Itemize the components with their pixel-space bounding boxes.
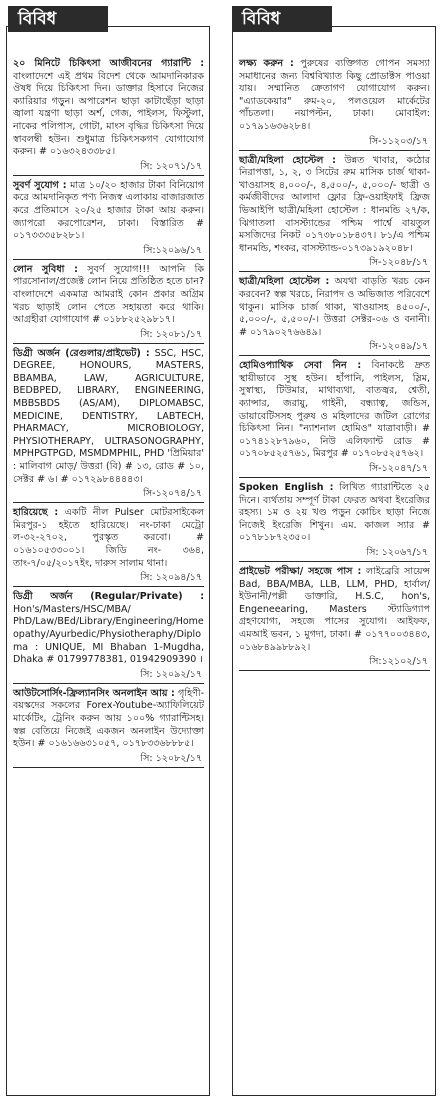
ad-code: সি: ১২০৮১/১৭ <box>140 328 202 340</box>
classified-ad <box>7 55 209 177</box>
ad-text <box>13 264 204 327</box>
ad-heading: সুবর্ণ সুযোগ : <box>13 179 67 191</box>
ad-text <box>13 591 204 667</box>
ad-text <box>13 58 204 159</box>
ad-text <box>239 155 430 256</box>
ad-divider <box>13 259 204 260</box>
ad-code: সি: ১২০৬৭/১৭ <box>366 547 428 558</box>
ad-text <box>239 482 430 545</box>
ad-divider <box>13 586 204 587</box>
ad-divider <box>239 355 430 356</box>
classified-ad <box>233 55 435 152</box>
classified-ad <box>7 685 209 769</box>
right-ads-list <box>233 55 435 672</box>
ad-code: সি: ১২০৯৪/১৭ <box>140 572 202 584</box>
ad-divider <box>239 477 430 478</box>
ad-body: বাংলাদেশে এই প্রথম বিদেশ থেকে আমদানিকারক ঔষধ দিয়ে চিকিৎসা দিন। ডাক্তার হিসাবে নিজের ক্যারিয়ার গড়ুন। অপারেশন ছাড়া কাটাছেঁড়া ছাড়া জ্বালা যন্ত্রণা ছাড়া অর্শ, গেজ, পাইলস, ফিস্টুলা, নাকের পলিপাস, গোটা, মাংস বৃদ্ধির চিকিৎসা দিয়ে স্বাবলম্বী হউন। শুধুমাত্র চিকিৎসকগণ যোগাযোগ করুন। # ০১৬৩২৪৩৩৮৫। <box>13 70 204 158</box>
classified-ad <box>7 588 209 685</box>
ad-heading: হারিয়েছে : <box>13 507 59 519</box>
ad-heading: ২০ মিনিটে চিকিৎসা আজীবনের গ্যারান্টি : <box>13 58 204 69</box>
ad-text <box>239 566 430 654</box>
classified-ad <box>7 345 209 505</box>
ad-heading: হোমিওপ্যাথিক সেবা নিন : <box>239 360 362 372</box>
ad-divider <box>239 150 430 151</box>
classified-ad <box>233 273 435 357</box>
ad-text <box>13 348 204 487</box>
ad-code: সি-১২০৪৯/১৭ <box>369 341 428 353</box>
ad-divider <box>13 175 204 176</box>
ad-body: অযথা বাড়তি খরচ কেন করবেন? স্বল্প খরচে, নিরাপদ ও অভিজাত পরিবেশে থাকুন। মাসিক চার্জ থাকা, খাওয়াসহ ৪৫০০/-, ৫,০০০/-, ৫,৫০০/-। উত্তরা সেক্টর-০৬ ও বনানী। # ০১৭৯০২৭৬৬৪৯। <box>239 276 430 338</box>
ad-code: সি-১১২০৩/১৭ <box>369 135 428 147</box>
ad-body: সুবর্ণ সুযোগ!!! আপনি কি পারসোনাল/প্রজেক্ট লোন নিয়ে প্রতিষ্ঠিত হতে চান? বাংলাদেশে একমাত্র আমরাই কোন প্রকার অগ্রিম খরচ ছাড়াই লোন পেতে সহায়তা করে থাকি। আগ্রহীরা যোগাযোগ # ০১৮৮২৫২৯৮১৭। <box>13 263 204 326</box>
ad-body: লাইব্রেরি সায়েন্স Bad, BBA/MBA, LLB, LLM, PHD, হার্বাল/ইউনানী/পল্লী ডাক্তারি, H.S.C, hon's, Engeneearing, Masters স্ট্যাডিগ্যাপ গ্রহণযোগ্য, সহজে পাসের সুযোগ। আইফফ, এমআই ভবন, ১ মুগদা, ঢাকা। # ০১৭৭০০৩৪৪৩, ০১৬৮৪৯৯৮৮৯২। <box>239 566 430 653</box>
ad-body: উন্নত খাবার, কঠোর নিরাপত্তা, ১, ২, ৩ সিটের রুম মাসিক চার্জ থাকা-খাওয়াসহ ৪,০০০/-, ৪,৫০০/-, ৫,০০০/- ছাত্রী ও কর্মজীবীদের আলাদা ফ্লোর ফ্রি-ওয়াইফাই ফ্রিজ ভিআইপি ছাত্রী/মহিলা হোস্টেল : ধানমন্ডি ২৭/ক, ঝিগাতলা বাসস্ট্যান্ডের পশ্চিম পার্শ্বে বায়তুল মসজিদের নিকট ০১৭৩৮০১৮৪৩৭। ৮১/এ পশ্চিম ধানমন্ডি, শংকর, বাসস্ট্যান্ড-০১৭৩৯১৯২০৪৮। <box>239 154 430 254</box>
ad-heading: ছাত্রী/মহিলা হোস্টেল : <box>239 154 336 166</box>
ad-text <box>239 276 430 339</box>
ad-heading: ডিগ্রী অর্জন (Regular/Private) : <box>13 591 204 603</box>
ad-divider <box>13 343 204 344</box>
ad-body: মাত্র ১০/২০ হাজার টাকা বিনিয়োগ করে আমদানিকৃত পণ্য নিজস্ব এলাকায় বাজারজাত করে প্রতিমাসে ২০/২৫ হাজার টাকা আয় করুন। জ্যাপরো করপোরেশন, ঢাকা। বিস্তারিত # ০১৭৩৩৩৫৮২৮১। <box>13 179 204 242</box>
ad-text <box>13 180 204 243</box>
ad-heading: Spoken English : <box>239 482 334 494</box>
ad-body: একটি নীল Pulser মোটরসাইকেল মিরপুর-১ হইতে হারিয়েছে। নং-ঢাকা মেট্রো ল-৩২-২৭০২, পুরস্কৃত করবো। # ০১৬১০৫৩৩০০১। জিডি নং- ৩৬৪, তাং-৭/০৫/২০১৭ইং, দারুস সালাম থানা। <box>13 507 204 569</box>
classified-ad <box>7 261 209 345</box>
ad-body: বিনাকষ্টে দ্রুত স্থায়ীভাবে সুস্থ হউন। হাঁপানি, পাইলস, স্লিম, সুস্বাস্থ্য, টিউমার, মাথাব্যথা, বাতজ্বর, শ্বেতী, ক্যান্সার, জরায়ু, গাইনী, বন্ধ্যাত্ব, জন্ডিস, ডায়াবেটিসসহ পুরুষ ও মহিলাদের জটিল রোগের চিকিৎসা নিন। "ন্যাশনাল হোমিও" যাত্রাবাড়ী। # ০১৭৪১২৮৭৯৬০, নিউ এলিফ্যান্ট রোড # ০১৭০৮৫২৫৭৬১, মিরপুর # ০১৭০৮৫২৫৭৬২। <box>239 360 430 460</box>
section-title-left: বিবিধ <box>8 6 108 32</box>
ad-heading: ছাত্রী/মহিলা হোস্টেল : <box>239 276 330 288</box>
ad-heading: লক্ষ্য করুন : <box>239 58 294 69</box>
ad-heading: প্রাইভেট পরীক্ষা/ সহজে পাস : <box>239 566 362 577</box>
ad-text <box>13 507 204 570</box>
ad-heading: আউটসোর্সিং-ফ্রিল্যানসিং অনলাইন আয় : <box>13 687 175 699</box>
ad-divider <box>13 683 204 684</box>
ad-divider <box>239 271 430 272</box>
ad-divider <box>13 502 204 503</box>
ad-body: পুরুষের ব্যক্তিগত গোপন সমস্যা সমাধানের জন্য বিশ্ববিখ্যাত কিছু প্রোডাক্টস পাওয়া যায়। সম্মানিত ক্রেতাগণ যোগাযোগ করুন। "এ্যাডকেয়ার" রুম-২০, পলওয়েল মার্কেটের পাঁচতলা। নয়াপল্টন, ঢাকা। মোবাইল: ০১৭৯১৬৩৬২৮৪। <box>239 58 430 132</box>
ad-code: সি-১২০৪৮/১৭ <box>369 257 428 269</box>
ad-text <box>239 360 430 461</box>
classified-ad <box>233 563 435 672</box>
classified-ad <box>7 177 209 261</box>
ad-code: সি-১২০৪৭/১৭ <box>369 463 428 475</box>
section-title-right: বিবিধ <box>232 6 332 32</box>
ad-heading: ডিগ্রী অর্জন (রেগুলার/প্রাইভেট) : <box>13 347 150 359</box>
classified-ad <box>233 152 435 274</box>
classifieds-column-left <box>6 26 210 1096</box>
ad-text <box>13 688 204 751</box>
ad-code: সি: ১২০৮২/১৭ <box>140 752 202 764</box>
ad-heading: লোন সুবিধা : <box>13 263 78 275</box>
ad-code: সি: ১২০৭১/১৭ <box>140 160 202 172</box>
ad-text <box>239 58 430 134</box>
ad-code: সি-১২০৭৪/১৭ <box>143 488 202 500</box>
classified-ad <box>233 357 435 479</box>
classified-ad <box>7 504 209 588</box>
classified-ad <box>233 479 435 563</box>
ad-divider <box>239 670 430 671</box>
left-ads-list <box>7 55 209 769</box>
classifieds-column-right <box>232 26 436 1096</box>
ad-code: সি: ১২০৯২/১৭ <box>140 668 202 680</box>
ad-code: সি:১২০৯৬/১৭ <box>143 244 202 256</box>
ad-divider <box>13 767 204 768</box>
ad-divider <box>239 561 430 562</box>
ad-body: গৃহিণী-বয়স্কদের সকলের Forex-Youtube-অ্যাফিলিয়েট মার্কেটিং, ট্রেনিং করুন আয় ১০০% গ্যারান্টিসহ। স্বল্প বেতিয়ে নিজেই একজন অনলাইন উদ্যোক্তা হউন। # ০১৬১৬৬৩১০৫৭, ০১৭৮৩৩৬৮৮৮৫। <box>13 687 204 750</box>
ad-body: SSC, HSC, DEGREE, HONOURS, MASTERS, BBAMBA, LAW, AGRICULTURE, BEDBPED, LIBRARY, ENGINEERING, MBBSBDS (AS/AM), DIPLOMABSC, MEDICINE, DENTISTRY, LABTECH, PHARMACY, MICROBIOLOGY, PHYSIOTHERAPY, ULTRASONOGRAPHY, MPHPGTPGD, MSMDMPHIL, PHD 'প্রিমিয়ার' : মালিবাগ মোড়/ উত্তরা (বি) # ১৩, রোড # ১০, সেক্টর # ৬। # ০১৭২৯৮৪৪৪৪৩। <box>13 347 204 485</box>
ad-body: লিখিত গ্যারান্টিতে ২৫ দিনে। ব্যর্থতায় সম্পূর্ণ টাকা ফেরত অথবা ইংরেজির রহস্য। ১ম ও ২য় খণ্ড পড়ুন কোচিং ছাড়া নিজে নিজেই ইংরেজি শিখুন। এম. কাজল স্যার # ০১৭৮১৮৭২৩৫০। <box>239 482 430 544</box>
ad-code: সি:১২১০২/১৭ <box>369 656 428 668</box>
ad-body: Hon's/Masters/HSC/MBA/ PhD/Law/BEd/Library/Engineering/Homeopathy/Ayurbedic/Physiotheraphy/Diploma : UNIQUE, MI Bhaban 1-Mugdha, Dhaka # 01799778381, 01942909390 । <box>13 603 204 666</box>
